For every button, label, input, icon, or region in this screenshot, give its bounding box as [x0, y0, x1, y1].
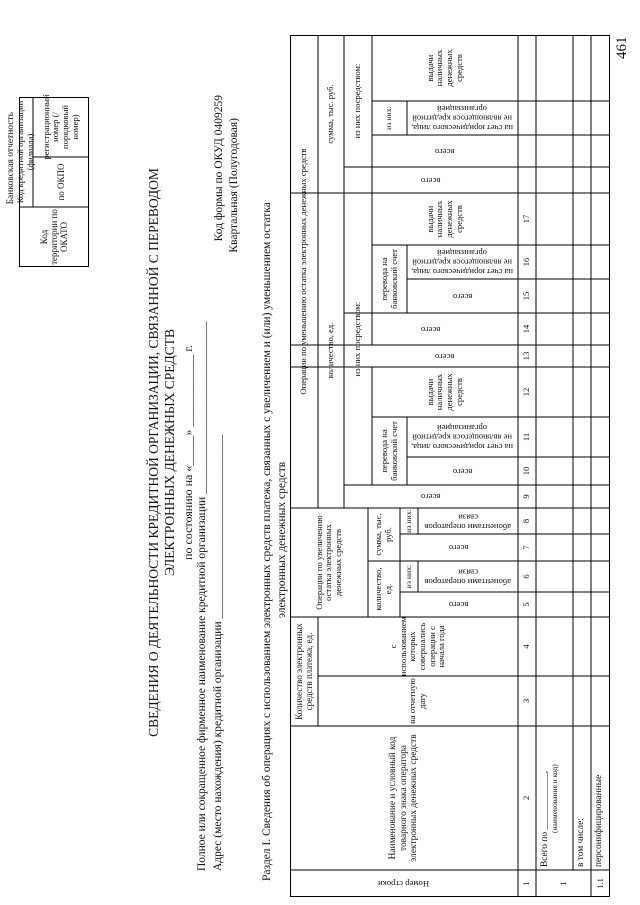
col-num-3: 3 [521, 698, 532, 704]
header-inc-qty-of: из них: [403, 564, 413, 589]
header-dec-sum: сумма, тыс. руб. [325, 84, 336, 144]
codes-regnum-header: регистрационный номер (/порядковый номер) [40, 94, 80, 160]
header-dec-transfer-legal: на счет юридического лица, не являющегося кредитной организацией [411, 423, 514, 453]
address-label: Адрес (место нахождения) кредитной организации ________________________________ [212, 434, 224, 871]
header-balance-col: всего [435, 351, 455, 362]
header-r-from: из них: [384, 106, 394, 130]
date-line: по состоянию на «_____» ____________ г. [181, 345, 195, 560]
header-r-transfer-total: всего [435, 146, 455, 157]
row-1-name: Всего по ____________, (наименование и код) [540, 764, 559, 867]
title-line-1: СВЕДЕНИЯ О ДЕЯТЕЛЬНОСТИ КРЕДИТНОЙ ОРГАНИЗАЦИИ, СВЯЗАННОЙ С ПЕРЕВОДОМ [146, 168, 161, 737]
col-num-6: 6 [521, 574, 532, 579]
header-r-total: всего [421, 175, 441, 186]
header-increase: Операции по увеличению остатка электронных денежных средств [313, 515, 343, 610]
header-inc-sum-sub: абонентами операторов связи [424, 512, 512, 532]
header-row-number: Номер строки [378, 879, 430, 890]
col-num-16: 16 [521, 257, 532, 267]
row-1-1-name: персонифицированные [594, 774, 604, 867]
row-1-num: 1 [557, 881, 568, 886]
col-num-5: 5 [521, 602, 532, 607]
header-dec-cash: выдачи наличных денежных средств [424, 373, 464, 411]
period-label: Квартальная (Полугодовая) [228, 118, 240, 253]
header-count-date: на отчетную дату [407, 678, 427, 724]
header-inc-qty: количество, ед. [373, 567, 393, 611]
header-decrease: Операции по уменьшению остатка электронных денежных средств [298, 148, 309, 395]
header-r-cash: выдачи наличных денежных средств [424, 49, 464, 87]
header-inc-qty-sub: абонентами операторов связи [424, 567, 512, 588]
header-inc-sum-total: всего [449, 543, 469, 554]
col-num-17: 17 [521, 214, 532, 224]
col-num-15: 15 [521, 291, 532, 301]
header-inc-sum-of: из них: [403, 509, 413, 533]
codes-okpo-header: по ОКПО [55, 163, 66, 201]
col-num-1: 1 [521, 881, 532, 886]
header-dec-sum-total: всего [421, 324, 441, 335]
operations-table [290, 35, 610, 897]
col-num-12: 12 [521, 387, 532, 397]
col-num-4: 4 [521, 644, 532, 649]
col-num-13: 13 [521, 351, 532, 361]
col-num-11: 11 [521, 432, 532, 442]
page-number: 461 [614, 36, 630, 59]
header-name: Наименование и условный код товарного знака оператора электронных денежных средств [388, 734, 420, 862]
section-title-cont: электронных денежных средств [276, 461, 288, 618]
col-num-14: 14 [521, 324, 532, 334]
header-dec-sum-cash: выдачи наличных денежных средств [424, 200, 464, 238]
section-title: Раздел I. Сведения об операциях с использованием электронных средств платежа, связанных с увеличением и (или) уменьшением остатка [261, 202, 273, 881]
row-including-label: в том числе: [576, 818, 586, 867]
col-num-10: 10 [521, 466, 532, 476]
header-inc-qty-total: всего [449, 600, 469, 611]
header-count: Количество электронных средств платежа, ед. [293, 623, 314, 720]
header-dec-sum-transfer: перевода на банковский счет [378, 249, 399, 309]
form-code: Код формы по ОКУД 0409259 [213, 95, 225, 242]
header-dec-qty-via: из них посредством: [352, 301, 363, 377]
header-count-used: с использованием которых совершались операции с начала года [388, 616, 447, 677]
corner-label: Банковская отчетность [6, 112, 16, 205]
title-line-2: ЭЛЕКТРОННЫХ ДЕНЕЖНЫХ СРЕДСТВ [162, 329, 177, 576]
col-num-8: 8 [521, 518, 532, 524]
col-num-2: 2 [521, 795, 532, 801]
header-dec-transfer: перевода на банковский счет [378, 421, 399, 481]
header-r-via: из них посредством: [352, 63, 363, 139]
col-num-7: 7 [521, 545, 532, 550]
row-1-1-num: 1.1 [594, 878, 605, 889]
header-inc-sum: сумма, тыс. руб. [373, 513, 393, 556]
org-name-label: Полное или сокращенное фирменное наименование кредитной организации ______________________________ [196, 321, 208, 871]
header-dec-qty: количество, ед. [325, 322, 336, 379]
header-r-legal: на счет юридического лица, не являющегося кредитной организацией [411, 104, 514, 134]
header-dec-qty-total: всего [421, 492, 441, 503]
codes-territory-header: Код территории по ОКАТО [38, 209, 70, 265]
header-dec-transfer-total: всего [452, 466, 473, 477]
header-dec-sum-transfer-legal: на счет юридического лица, не являющегося кредитной организацией [411, 248, 514, 278]
col-num-9: 9 [521, 494, 532, 499]
codes-org-header: Код кредитной организации (филиала) [15, 100, 35, 204]
header-dec-sum-transfer-total: всего [452, 291, 473, 302]
